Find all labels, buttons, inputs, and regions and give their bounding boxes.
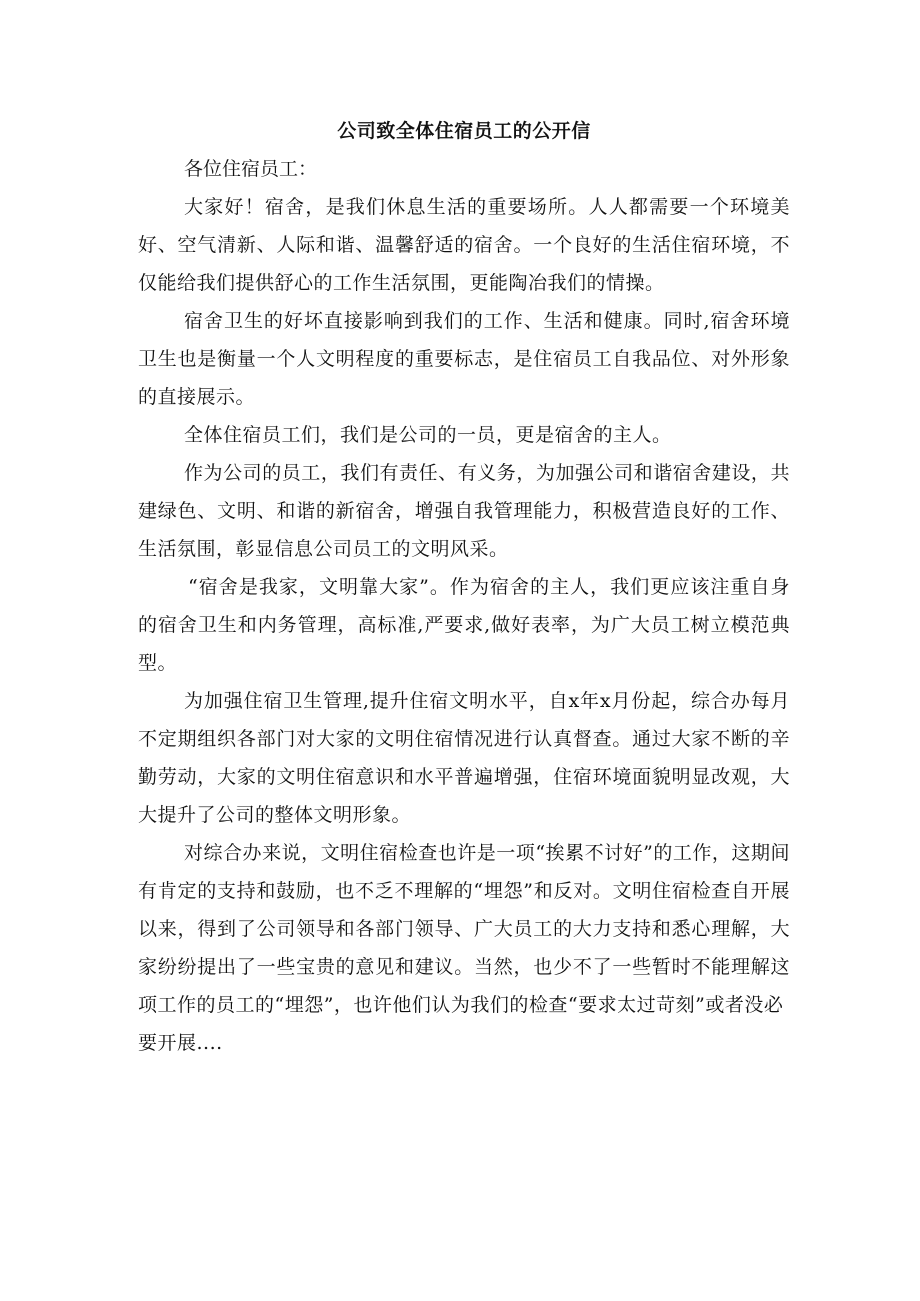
paragraph-7: 对综合办来说，文明住宿检查也许是一项“挨累不讨好”的工作，这期间有肯定的支持和鼓励，也不乏不理解的“埋怨”和反对。文明住宿检查自开展以来，得到了公司领导和各部门领导、广大员工的大力支持和悉心理解，大家纷纷提出了一些宝贵的意见和建议。当然，也少不了一些暂时不能理解这项工作的员工的“埋怨”，也许他们认为我们的检查“要求太过苛刻”或者没必 <box>138 842 790 1016</box>
document-body <box>138 112 790 1062</box>
document-title: 公司致全体住宿员工的公开信 <box>337 120 591 142</box>
truncated-tail: 要开展.... <box>138 1032 223 1054</box>
paragraph-3: 全体住宿员工们，我们是公司的一员，更是宿舍的主人。 <box>184 424 672 446</box>
paragraph-6: 为加强住宿卫生管理,提升住宿文明水平，自x年x月份起，综合办每月不定期组织各部门对大家的文明住宿情况进行认真督查。通过大家不断的辛勤劳动，大家的文明住宿意识和水平普遍增强，住宿环境面貌明显改观，大大提升了公司的整体文明形象。 <box>138 690 790 826</box>
paragraph-4: 作为公司的员工，我们有责任、有义务，为加强公司和谐宿舍建设，共建绿色、文明、和谐的新宿舍，增强自我管理能力，积极营造良好的工作、生活氛围，彰显信息公司员工的文明风采。 <box>138 462 790 560</box>
paragraph-5: “宿舍是我家，文明靠大家”。作为宿舍的主人，我们更应该注重自身的宿舍卫生和内务管理，高标准,严要求,做好表率，为广大员工树立模范典型。 <box>138 576 790 674</box>
paragraph-1: 大家好！宿舍，是我们休息生活的重要场所。人人都需要一个环境美好、空气清新、人际和谐、温馨舒适的宿舍。一个良好的生活住宿环境，不仅能给我们提供舒心的工作生活氛围，更能陶冶我们的情操。 <box>138 196 790 294</box>
paragraph-2: 宿舍卫生的好坏直接影响到我们的工作、生活和健康。同时,宿舍环境卫生也是衡量一个人文明程度的重要标志，是住宿员工自我品位、对外形象的直接展示。 <box>138 310 790 408</box>
salutation: 各位住宿员工： <box>184 158 318 180</box>
